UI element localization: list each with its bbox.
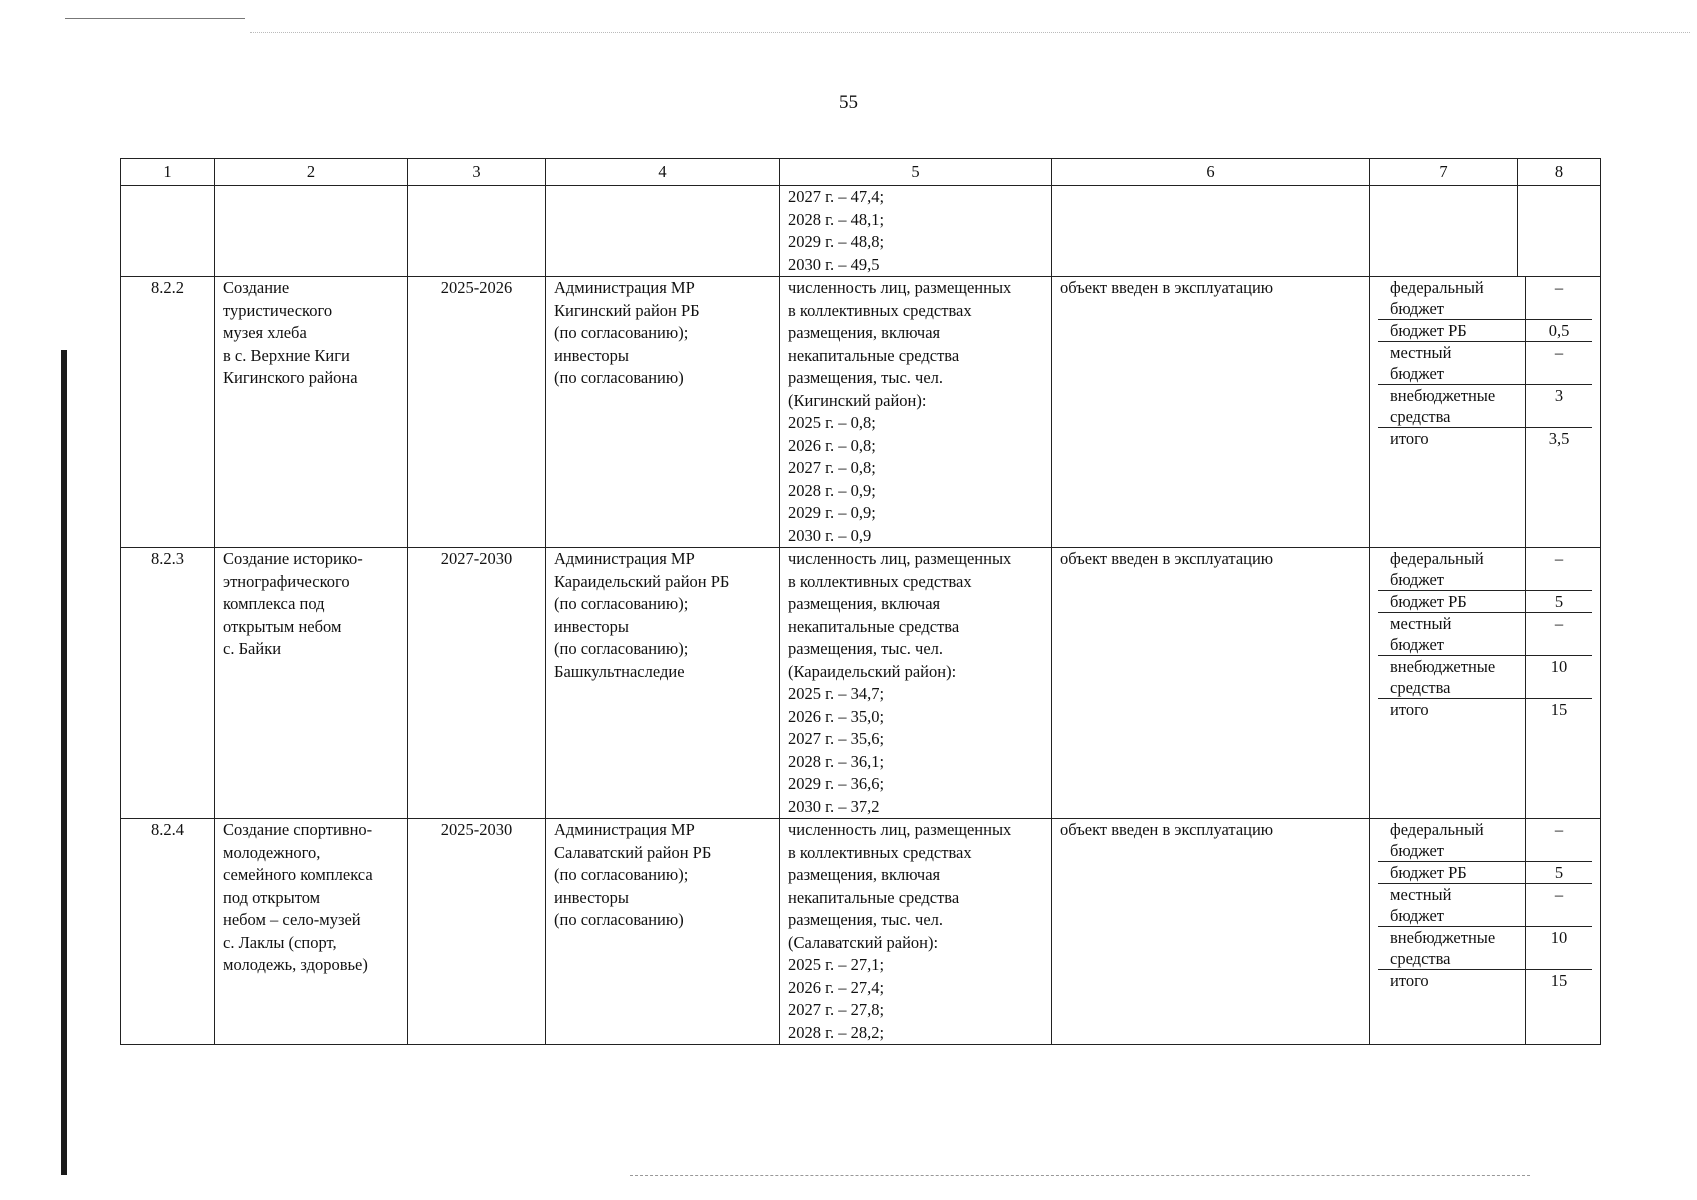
- funding-source: [1378, 320, 1526, 341]
- measure-name: [215, 548, 408, 819]
- funding-source: [1378, 613, 1526, 655]
- funding-stack: [1378, 819, 1592, 1044]
- indicator-line: численность лиц, размещенных: [788, 278, 1012, 297]
- indicator-line: некапитальные средства: [788, 345, 960, 365]
- expected-result: объект введен в эксплуатацию: [1052, 819, 1370, 1045]
- funding-source-line: бюджет РБ: [1390, 321, 1467, 340]
- indicator-line: в коллективных средствах: [788, 842, 972, 862]
- measure-name-line: в с. Верхние Киги: [223, 345, 350, 365]
- funding-source-line: бюджет: [1390, 299, 1444, 318]
- measure-name-line: под открытом: [223, 887, 321, 907]
- indicator-line: 2028 г. – 28,2;: [788, 1022, 885, 1042]
- column-header: 8: [1518, 159, 1601, 186]
- indicator-line: размещения, включая: [788, 323, 941, 342]
- header-row: [121, 159, 1601, 186]
- funding-source-line: бюджет: [1390, 364, 1444, 383]
- funding-value: –: [1554, 820, 1564, 839]
- executor-line: (по согласованию);: [554, 639, 689, 658]
- funding-source-line: бюджет: [1390, 841, 1444, 860]
- funding-source-line: внебюджетные: [1390, 928, 1496, 947]
- measure-name: [215, 277, 408, 548]
- indicator-line: размещения, включая: [788, 865, 941, 884]
- indicator-line: (Кигинский район):: [788, 390, 927, 410]
- indicator-line: 2026 г. – 0,8;: [788, 435, 876, 455]
- executor-line: Башкультнаследие: [554, 661, 685, 681]
- funding-source-line: федеральный: [1390, 278, 1484, 297]
- executors: [546, 819, 780, 1045]
- funding-source-line: местный: [1390, 614, 1452, 633]
- page-number: 55: [839, 92, 858, 113]
- program-table: [120, 158, 1601, 1045]
- scan-left-edge: [61, 350, 67, 1175]
- indicator-line: численность лиц, размещенных: [788, 820, 1012, 839]
- funding-row: [1378, 277, 1592, 320]
- indicator-line: 2025 г. – 0,8;: [788, 413, 876, 432]
- funding-source-line: внебюджетные: [1390, 386, 1496, 405]
- measure-name-line: с. Байки: [223, 639, 282, 658]
- funding-value: –: [1554, 278, 1564, 297]
- funding-source-line: бюджет: [1390, 570, 1444, 589]
- column-header: 6: [1052, 159, 1370, 186]
- executor-line: (по согласованию): [554, 910, 684, 929]
- indicator: [780, 819, 1052, 1045]
- measure-name-line: молодежного,: [223, 842, 321, 862]
- funding-source: [1378, 342, 1526, 384]
- funding-source: [1378, 699, 1526, 818]
- funding-value: 3,5: [1548, 429, 1570, 448]
- indicator-line: 2025 г. – 27,1;: [788, 955, 885, 974]
- funding-row: [1378, 342, 1592, 385]
- funding-source: [1378, 591, 1526, 612]
- continuation-indicator: 2027 г. – 47,4; 2028 г. – 48,1; 2029 г. – 48,8; 2030 г. – 49,5: [780, 186, 1052, 277]
- indicator: [780, 277, 1052, 548]
- continuation-row: [121, 186, 1601, 277]
- indicator-line: 2027 г. – 35,6;: [788, 729, 885, 748]
- measure-name-line: Создание спортивно-: [223, 820, 373, 839]
- indicator-line: (Караидельский район):: [788, 661, 957, 681]
- funding-value: 0,5: [1548, 321, 1570, 340]
- measure-name-line: молодежь, здоровье): [223, 955, 368, 974]
- implementation-years: 2025-2026: [408, 277, 546, 548]
- table-row: [121, 819, 1601, 1045]
- indicator-line: размещения, тыс. чел.: [788, 639, 944, 658]
- funding-source-line: бюджет РБ: [1390, 863, 1467, 882]
- funding-value: –: [1554, 343, 1564, 362]
- implementation-years: 2025-2030: [408, 819, 546, 1045]
- funding-source: [1378, 884, 1526, 926]
- executor-line: (по согласованию): [554, 368, 684, 387]
- indicator-line: 2026 г. – 35,0;: [788, 706, 885, 726]
- funding-source: [1378, 548, 1526, 590]
- funding-value: 5: [1554, 863, 1564, 882]
- indicator-line: 2030 г. – 0,9: [788, 525, 872, 545]
- funding-value: 15: [1550, 700, 1568, 719]
- funding-value: 10: [1550, 657, 1568, 676]
- measure-name-line: с. Лаклы (спорт,: [223, 932, 337, 952]
- funding-source-line: бюджет РБ: [1390, 592, 1467, 611]
- indicator-line: размещения, включая: [788, 594, 941, 613]
- indicator-line: 2027 г. – 0,8;: [788, 458, 876, 477]
- indicator-line: 2029 г. – 0,9;: [788, 503, 876, 522]
- funding-source: [1378, 819, 1526, 861]
- funding-value: –: [1554, 885, 1564, 904]
- top-rule: [65, 18, 245, 19]
- column-header: 5: [780, 159, 1052, 186]
- indicator: [780, 548, 1052, 819]
- executor-line: Кигинский район РБ: [554, 300, 700, 320]
- column-header: 2: [215, 159, 408, 186]
- funding-stack: [1378, 548, 1592, 818]
- funding-row: [1378, 884, 1592, 927]
- executors: [546, 277, 780, 548]
- measure-name-line: комплекса под: [223, 594, 325, 613]
- funding-value: 10: [1550, 928, 1568, 947]
- indicator-line: некапитальные средства: [788, 887, 960, 907]
- funding-source-line: местный: [1390, 885, 1452, 904]
- funding-source: [1378, 277, 1526, 319]
- item-number: 8.2.2: [121, 277, 215, 548]
- funding-source: [1378, 428, 1526, 547]
- indicator-line: 2029 г. – 36,6;: [788, 774, 885, 793]
- expected-result: объект введен в эксплуатацию: [1052, 548, 1370, 819]
- funding-source-line: местный: [1390, 343, 1452, 362]
- indicator-line: 2026 г. – 27,4;: [788, 977, 885, 997]
- indicator-line: 2027 г. – 27,8;: [788, 1000, 885, 1019]
- indicator-line: некапитальные средства: [788, 616, 960, 636]
- indicator-line: 2030 г. – 37,2: [788, 796, 880, 816]
- measure-name-line: туристического: [223, 300, 333, 320]
- funding-source-line: итого: [1390, 971, 1429, 990]
- indicator-line: 2025 г. – 34,7;: [788, 684, 885, 703]
- column-header: 4: [546, 159, 780, 186]
- measure-name-line: этнографического: [223, 571, 350, 591]
- funding-value: –: [1554, 549, 1564, 568]
- funding-row: [1378, 862, 1592, 884]
- executor-line: (по согласованию);: [554, 865, 689, 884]
- funding-row: [1378, 970, 1592, 1044]
- column-header: 1: [121, 159, 215, 186]
- funding-source-line: федеральный: [1390, 820, 1484, 839]
- funding-value: 5: [1554, 592, 1564, 611]
- column-header: 7: [1370, 159, 1518, 186]
- funding-block: [1370, 819, 1601, 1045]
- item-number: 8.2.4: [121, 819, 215, 1045]
- funding-row: [1378, 656, 1592, 699]
- indicator-line: в коллективных средствах: [788, 571, 972, 591]
- funding-source: [1378, 927, 1526, 969]
- measure-name-line: Создание: [223, 278, 290, 297]
- indicator-line: 2028 г. – 0,9;: [788, 480, 876, 500]
- funding-source-line: итого: [1390, 700, 1429, 719]
- table-row: [121, 548, 1601, 819]
- funding-source-line: внебюджетные: [1390, 657, 1496, 676]
- funding-row: [1378, 320, 1592, 342]
- funding-row: [1378, 385, 1592, 428]
- executors: [546, 548, 780, 819]
- indicator-line: численность лиц, размещенных: [788, 549, 1012, 568]
- funding-value: 3: [1554, 386, 1564, 405]
- executor-line: Караидельский район РБ: [554, 571, 730, 591]
- indicator-line: 2028 г. – 36,1;: [788, 751, 885, 771]
- funding-source: [1378, 970, 1526, 1044]
- indicator-line: размещения, тыс. чел.: [788, 910, 944, 929]
- funding-row: [1378, 927, 1592, 970]
- funding-row: [1378, 428, 1592, 547]
- item-number: 8.2.3: [121, 548, 215, 819]
- funding-value: –: [1554, 614, 1564, 633]
- executor-line: Салаватский район РБ: [554, 842, 712, 862]
- executor-line: (по согласованию);: [554, 594, 689, 613]
- funding-source-line: итого: [1390, 429, 1429, 448]
- executor-line: Администрация МР: [554, 278, 695, 297]
- funding-source: [1378, 385, 1526, 427]
- expected-result: объект введен в эксплуатацию: [1052, 277, 1370, 548]
- funding-row: [1378, 699, 1592, 818]
- measure-name-line: семейного комплекса: [223, 865, 373, 884]
- measure-name-line: небом – село-музей: [223, 910, 361, 929]
- executor-line: инвесторы: [554, 616, 629, 636]
- indicator-line: (Салаватский район):: [788, 932, 939, 952]
- funding-source-line: бюджет: [1390, 635, 1444, 654]
- funding-source-line: федеральный: [1390, 549, 1484, 568]
- funding-row: [1378, 613, 1592, 656]
- funding-source: [1378, 862, 1526, 883]
- funding-value: 15: [1550, 971, 1568, 990]
- table-row: [121, 277, 1601, 548]
- measure-name: [215, 819, 408, 1045]
- measure-name-line: Создание историко-: [223, 549, 363, 568]
- funding-block: [1370, 277, 1601, 548]
- executor-line: (по согласованию);: [554, 323, 689, 342]
- funding-source-line: средства: [1390, 949, 1451, 968]
- funding-row: [1378, 548, 1592, 591]
- funding-stack: [1378, 277, 1592, 547]
- funding-row: [1378, 819, 1592, 862]
- measure-name-line: открытым небом: [223, 616, 342, 636]
- top-dotted-line: [250, 32, 1690, 33]
- funding-source-line: средства: [1390, 407, 1451, 426]
- funding-source-line: бюджет: [1390, 906, 1444, 925]
- funding-source: [1378, 656, 1526, 698]
- measure-name-line: музея хлеба: [223, 323, 307, 342]
- funding-source-line: средства: [1390, 678, 1451, 697]
- funding-block: [1370, 548, 1601, 819]
- implementation-years: 2027-2030: [408, 548, 546, 819]
- executor-line: инвесторы: [554, 887, 629, 907]
- measure-name-line: Кигинского района: [223, 368, 358, 387]
- column-header: 3: [408, 159, 546, 186]
- funding-row: [1378, 591, 1592, 613]
- bottom-dashed-line: [630, 1175, 1530, 1176]
- indicator-line: в коллективных средствах: [788, 300, 972, 320]
- executor-line: Администрация МР: [554, 820, 695, 839]
- executor-line: инвесторы: [554, 345, 629, 365]
- indicator-line: размещения, тыс. чел.: [788, 368, 944, 387]
- executor-line: Администрация МР: [554, 549, 695, 568]
